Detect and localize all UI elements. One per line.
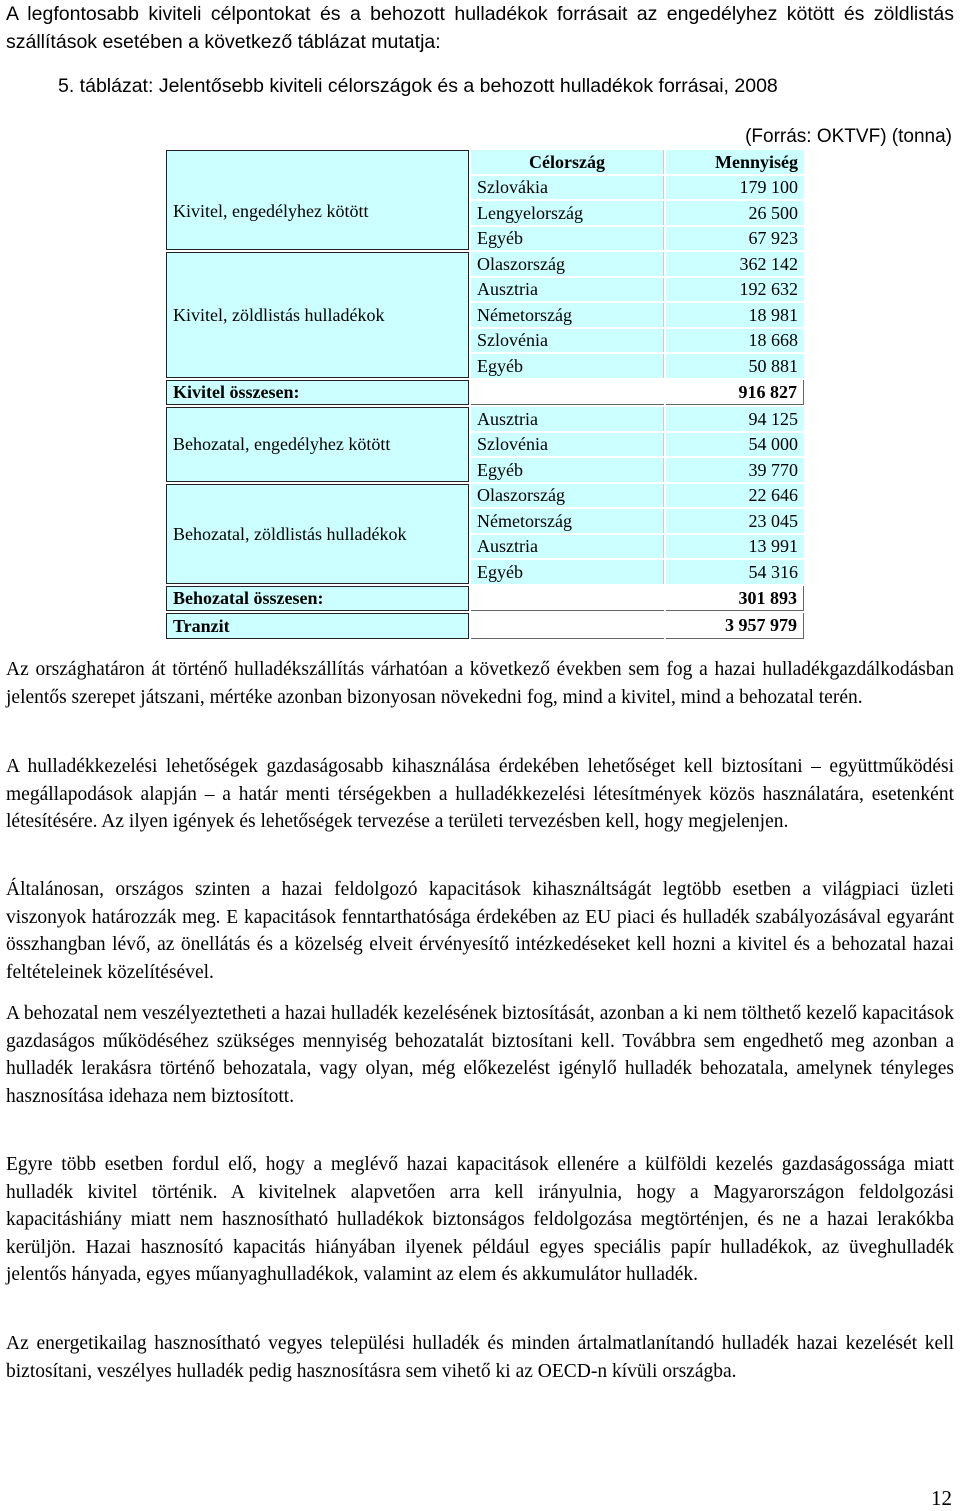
- quantity-cell: 18 981: [666, 303, 804, 327]
- quantity-cell: 54 000: [666, 433, 804, 457]
- quantity-cell: 192 632: [666, 278, 804, 302]
- destination-cell: Egyéb: [471, 354, 664, 378]
- transit-row: [166, 613, 804, 639]
- destination-cell: Egyéb: [471, 560, 664, 584]
- waste-table: [164, 148, 806, 641]
- table-caption: 5. táblázat: Jelentősebb kiviteli célországok és a behozott hulladékok forrásai, 2008: [58, 75, 778, 97]
- destination-cell: Olaszország: [471, 252, 664, 276]
- table-row: [166, 252, 804, 276]
- category-cell: Behozatal, zöldlistás hulladékok: [166, 484, 469, 584]
- quantity-cell: 54 316: [666, 560, 804, 584]
- category-cell: Kivitel, engedélyhez kötött: [166, 173, 469, 250]
- paragraph: Egyre több esetben fordul elő, hogy a meglévő hazai kapacitások ellenére a külföldi kezelés gazdaságossága miatt hulladék kivitel történik. A kivitelnek alapvetően arra kell irányulnia, hogy a Magyarországon feldolgozási kapacitáshiány miatt nem hasznosítható hulladékok biztonságos feldolgozása megtörténjen, és ne a hazai lerakókba kerüljön. Hazai hasznosító kapacitás hiányában ilyenek például egyes speciális papír hulladékok, az üveghulladék jelentős hányada, egyes műanyaghulladékok, valamint az elem és akkumulátor hulladék.: [6, 1154, 954, 1285]
- export-total-row: [166, 380, 804, 406]
- transit-label: Tranzit: [166, 613, 469, 639]
- intro-text: A legfontosabb kiviteli célpontokat és a behozott hulladékok forrásait az engedélyhez kötött és zöldlistás szállítások esetében a következő táblázat mutatja:: [6, 3, 954, 53]
- import-total-row: [166, 586, 804, 612]
- blank-cell: [471, 380, 664, 406]
- table-row: [166, 407, 804, 431]
- paragraph: A behozatal nem veszélyeztetheti a hazai hulladék kezelésének biztosítását, azonban a ki nem tölthető kezelő kapacitások gazdaságos működéséhez szükséges mennyiség behozatalát biztosítani kell. Továbbra sem engedhető meg azonban a hulladék lerakásra történő behozatala, vagy olyan, még előkezelést igénylő hulladék behozatala, amelynek tényleges hasznosítása idehaza nem biztosított.: [6, 1003, 954, 1107]
- destination-cell: Németország: [471, 303, 664, 327]
- quantity-cell: 26 500: [666, 201, 804, 225]
- quantity-cell: 13 991: [666, 535, 804, 559]
- destination-cell: Ausztria: [471, 535, 664, 559]
- category-cell: Kivitel, zöldlistás hulladékok: [166, 252, 469, 378]
- quantity-cell: 22 646: [666, 484, 804, 508]
- quantity-cell: 50 881: [666, 354, 804, 378]
- destination-cell: Ausztria: [471, 278, 664, 302]
- export-total-value: 916 827: [666, 380, 804, 406]
- destination-cell: Szlovénia: [471, 329, 664, 353]
- quantity-cell: 39 770: [666, 458, 804, 482]
- import-total-value: 301 893: [666, 586, 804, 612]
- table-source: (Forrás: OKTVF) (tonna): [745, 126, 952, 147]
- category-cell: Behozatal, engedélyhez kötött: [166, 407, 469, 482]
- destination-cell: Szlovénia: [471, 433, 664, 457]
- paragraph: Általánosan, országos szinten a hazai feldolgozó kapacitások kihasználtságát legtöbb esetben a világpiaci üzleti viszonyok határozzák meg. E kapacitások fenntarthatósága érdekében az EU piaci és hulladék szabályozásával egyaránt összhangban lévő, az önellátás és a közelség elveit érvényesítő intézkedéseket kell hozni a kivitel és a behozatal hazai feltételeinek közelítésével.: [6, 879, 954, 983]
- export-total-label: Kivitel összesen:: [166, 380, 469, 406]
- quantity-cell: 179 100: [666, 176, 804, 200]
- page-number: 12: [931, 1486, 952, 1510]
- blank-cell: [471, 613, 664, 639]
- destination-cell: Egyéb: [471, 458, 664, 482]
- table-header-row: [166, 150, 804, 174]
- paragraph: A hulladékkezelési lehetőségek gazdaságosabb kihasználása érdekében lehetőséget kell biztosítani – együttműködési megállapodások alapján – a határ menti térségekben a hulladékkezelési létesítmények közös használatára, esetenként létesítésére. Az ilyen igények és lehetőségek tervezése a területi tervezésben kell, hogy megjelenjen.: [6, 756, 954, 832]
- quantity-cell: 67 923: [666, 227, 804, 251]
- destination-cell: Lengyelország: [471, 201, 664, 225]
- destination-cell: Olaszország: [471, 484, 664, 508]
- destination-cell: Egyéb: [471, 227, 664, 251]
- destination-header: Célország: [471, 150, 664, 174]
- transit-value: 3 957 979: [666, 613, 804, 639]
- quantity-cell: 94 125: [666, 407, 804, 431]
- destination-cell: Németország: [471, 509, 664, 533]
- table-row: [166, 484, 804, 508]
- quantity-cell: 18 668: [666, 329, 804, 353]
- paragraph: Az energetikailag hasznosítható vegyes települési hulladék és minden ártalmatlanítandó hulladék hazai kezelését kell biztosítani, veszélyes hulladék pedig hasznosításra sem vihető ki az OECD-n kívüli országba.: [6, 1333, 954, 1382]
- destination-cell: Szlovákia: [471, 176, 664, 200]
- destination-cell: Ausztria: [471, 407, 664, 431]
- quantity-header: Mennyiség: [666, 150, 804, 174]
- import-total-label: Behozatal összesen:: [166, 586, 469, 612]
- blank-cell: [471, 586, 664, 612]
- paragraph: Az országhatáron át történő hulladékszállítás várhatóan a következő években sem fog a hazai hulladékgazdálkodásban jelentős szerepet játszani, mértéke azonban bizonyosan növekedni fog, mind a kivitel, mind a behozatal terén.: [6, 659, 954, 708]
- quantity-cell: 362 142: [666, 252, 804, 276]
- quantity-cell: 23 045: [666, 509, 804, 533]
